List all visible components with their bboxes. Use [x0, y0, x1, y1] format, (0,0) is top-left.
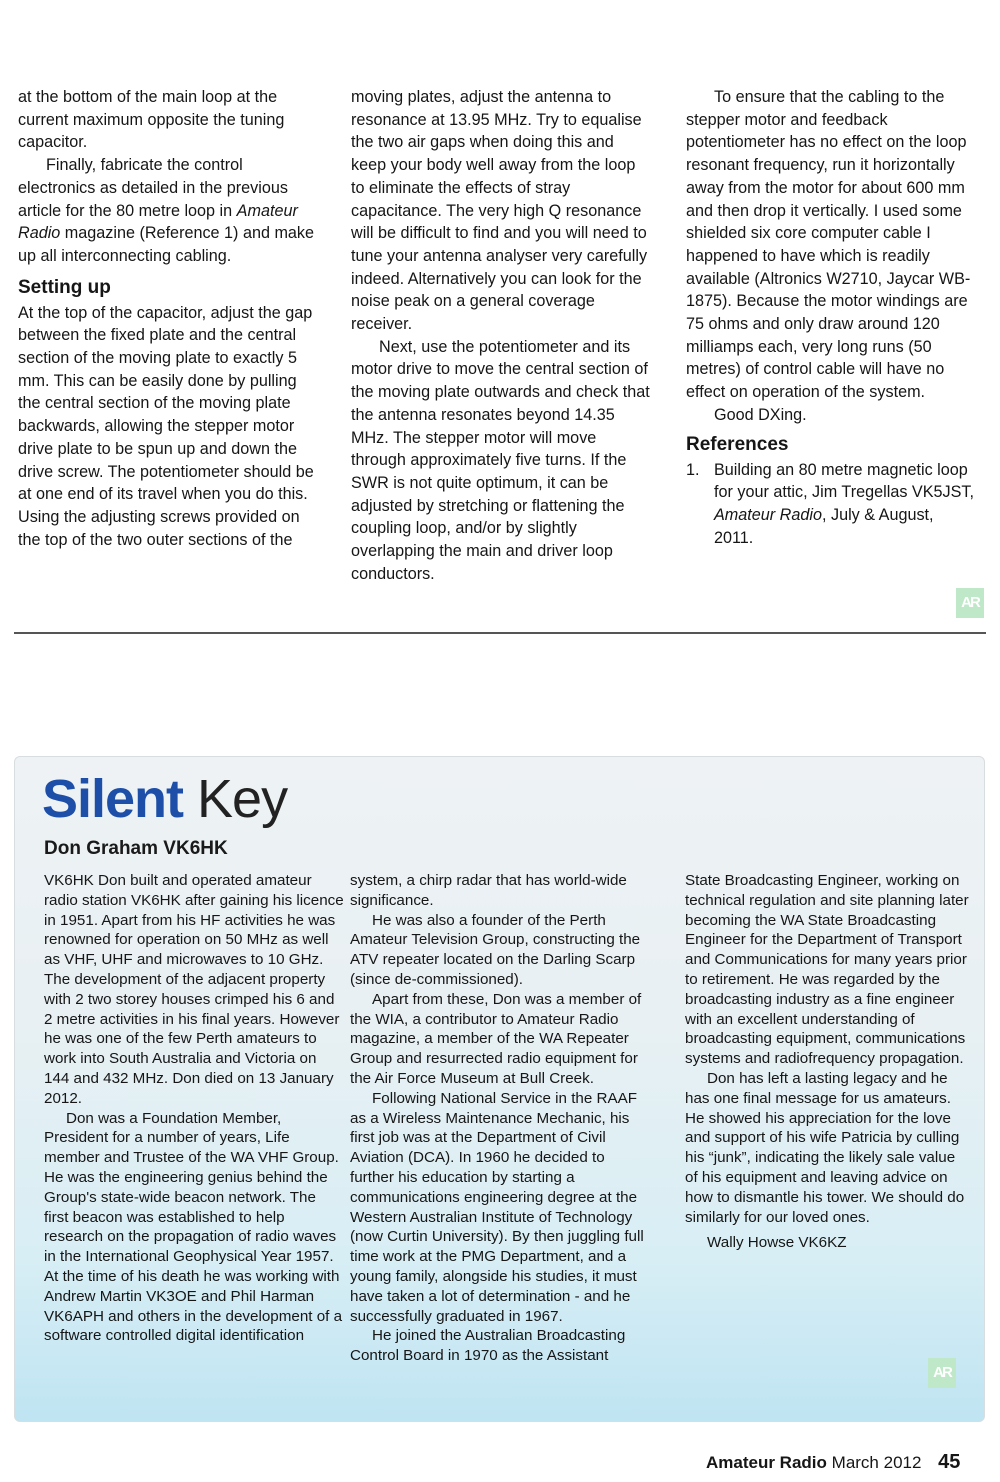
page-number: 45: [938, 1451, 961, 1473]
obituary-name: Don Graham VK6HK: [44, 838, 228, 859]
article-column-2: [351, 86, 653, 585]
paragraph: Next, use the potentiometer and its motor drive to move the central section of the moving plate outwards and check that the antenna resonates beyond 14.35 MHz. The stepper motor will move through approximately five turns. If the SWR is not quite optimum, it can be adjusted by stretching or flattening the coupling loop, and/or by slightly overlapping the main and driver loop conductors.: [351, 337, 650, 583]
page-footer: [706, 1451, 960, 1474]
paragraph: Following National Service in the RAAF as a Wireless Maintenance Mechanic, his first job was at the Department of Civil Aviation (DCA). In 1960 he decided to further his education by starting a communications engineering degree at the Western Australian Institute of Technology (now Curtin University). By then juggling full time work at the PMG Department, and a young family, alongside his studies, it must have taken a lot of determination - and he successfully graduated in 1967.: [350, 1089, 644, 1325]
paragraph: Don has left a lasting legacy and he has one final message for us amateurs. He showed his appreciation for the love and support of his wife Patricia by culling his “junk”, indicating the likely sale value of his equipment and leaving advice on how to dismantle his tower. We should do similarly for our loved ones.: [685, 1069, 965, 1226]
paragraph: At the top of the capacitor, adjust the gap between the fixed plate and the central section of the moving plate to exactly 5 mm. This can be easily done by pulling the central section of the moving plate backwards, allowing the stepper motor drive plate to be spun up and down the drive screw. The potentiometer should be at one end of its travel when you do this. Using the adjusting screws provided on the top of the two outer sections of the: [18, 303, 314, 549]
silent-key-title: Silent Key: [42, 769, 288, 829]
ar-logo-icon: AR: [956, 588, 984, 618]
article-column-1: [18, 86, 323, 551]
paragraph: He joined the Australian Broadcasting Control Board in 1970 as the Assistant: [350, 1327, 626, 1365]
section-heading: References: [686, 433, 789, 455]
paragraph: To ensure that the cabling to the stepper motor and feedback potentiometer has no effect on the loop resonant frequency, run it horizontally away from the motor for about 600 mm and then drop it vertically. I used some shielded six core computer cable I happened to have which is readily available (Altronics W2710, Jaycar WB-1875). Because the motor windings are 75 ohms and only draw around 120 milliamps each, very long runs (50 metres) of control cable will have no effect on operation of the system.: [686, 88, 971, 402]
paragraph: Don was a Foundation Member, President for a number of years, Life member and Trustee of the WA VHF Group. He was the engineering genius behind the Group's state-wide beacon network. The first beacon was established to help research on the propagation of radio waves in the International Geophysical Year 1957. At the time of his death he was working with Andrew Martin VK3OE and Phil Harman VK6APH and others in the development of a software controlled digital identification: [44, 1109, 343, 1345]
paragraph: system, a chirp radar that has world-wide significance.: [350, 872, 627, 909]
paragraph: Apart from these, Don was a member of the WIA, a contributor to Amateur Radio magazine, a member of the WA Repeater Group and resurrected radio equipment for the Air Force Museum at Bull Creek.: [350, 990, 642, 1087]
paragraph: at the bottom of the main loop at the current maximum opposite the tuning capacitor.: [18, 88, 285, 152]
section-divider: [14, 632, 986, 634]
obituary-column-1: [44, 871, 344, 1346]
publication-name: Amateur Radio: [706, 1453, 827, 1472]
reference-item: 1. Building an 80 metre magnetic loop for your attic, Jim Tregellas VK5JST, Amateur Radio, July & August, 2011.: [686, 460, 974, 547]
paragraph: Finally, fabricate the control electronics as detailed in the previous article for the 80 metre loop in Amateur Radio magazine (Reference 1) and make up all interconnecting cabling.: [18, 156, 315, 265]
reference-list: [686, 459, 976, 550]
article-column-3: [686, 86, 976, 549]
paragraph: moving plates, adjust the antenna to resonance at 13.95 MHz. Try to equalise the two air gaps when doing this and keep your body well away from the loop to eliminate the effects of stray capacitance. The very high Q resonance will be difficult to find and you will need to tune your antenna analyser very carefully indeed. Alternatively you can look for the noise peak on a general coverage receiver.: [351, 88, 648, 334]
ar-logo-icon: AR: [928, 1358, 956, 1388]
reference-number: 1.: [686, 460, 700, 479]
paragraph: He was also a founder of the Perth Amateur Television Group, constructing the ATV repeater located on the Darling Scarp (since de-commissioned).: [350, 911, 641, 988]
obituary-column-3: [685, 871, 970, 1253]
issue-date: March 2012: [831, 1453, 922, 1472]
section-heading: Setting up: [18, 276, 111, 298]
paragraph: State Broadcasting Engineer, working on technical regulation and site planning later becoming the WA State Broadcasting Engineer for the Department of Transport and Communications for many years prior to retirement. He was regarded by the broadcasting industry as a fine engineer with an excellent understanding of broadcasting equipment, communications systems and radiofrequency propagation.: [685, 872, 969, 1068]
paragraph: Good DXing.: [714, 405, 807, 424]
paragraph: VK6HK Don built and operated amateur radio station VK6HK after gaining his licence in 1951. Apart from his HF activities he was renowned for operation on 50 MHz as well as VHF, UHF and microwaves to 10 GHz. The development of the adjacent property with 2 two storey houses crimped his 6 and 2 metre activities in his final years. However he was one of the few Perth amateurs to work into South Australia and Victoria on 144 and 432 MHz. Don died on 13 January 2012.: [44, 872, 344, 1107]
signoff: Wally Howse VK6KZ: [707, 1234, 847, 1252]
obituary-column-2: [350, 871, 650, 1366]
